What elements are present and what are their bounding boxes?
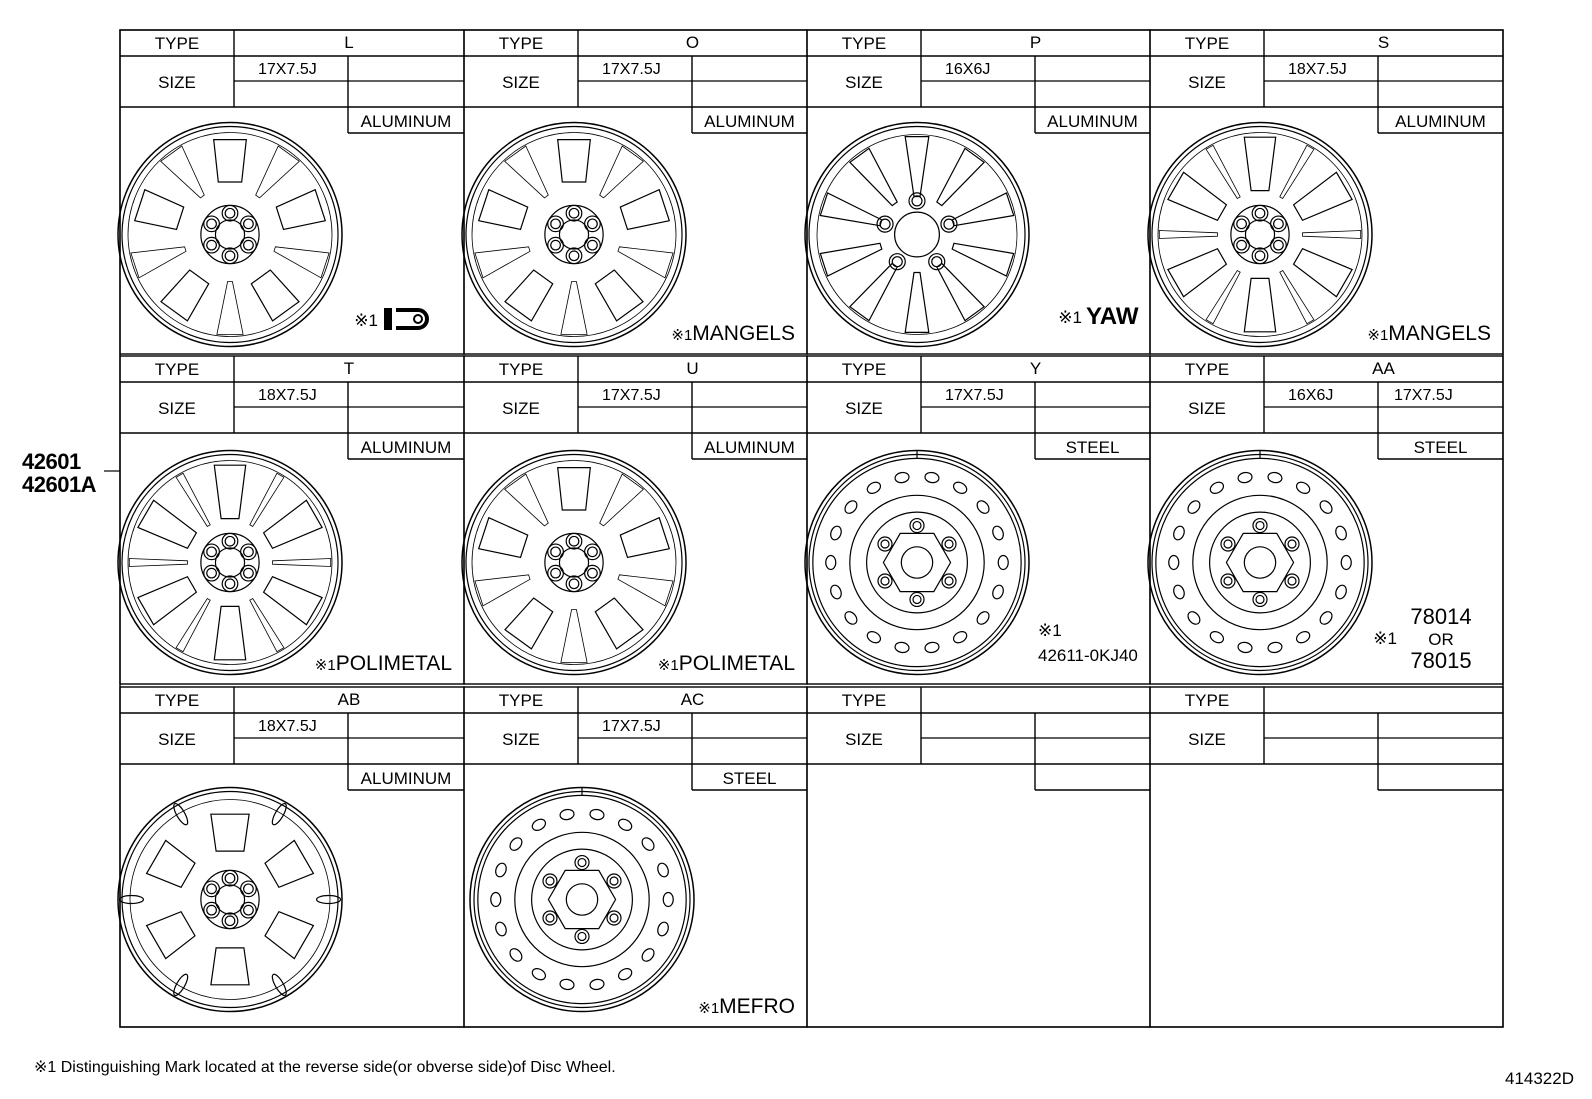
size-value-1: 17X7.5J bbox=[258, 61, 317, 78]
size-label: SIZE bbox=[502, 399, 540, 418]
size-value-1: 17X7.5J bbox=[602, 61, 661, 78]
size-value-1: 16X6J bbox=[1288, 387, 1334, 404]
footnote: ※1 Distinguishing Mark located at the reverse side(or obverse side)of Disc Wheel. bbox=[34, 1059, 616, 1076]
type-label: TYPE bbox=[154, 691, 200, 710]
mark-symbol: ※1 bbox=[314, 657, 336, 674]
size-value-1: 17X7.5J bbox=[602, 718, 661, 735]
type-label: TYPE bbox=[1184, 34, 1230, 53]
mark-text: 78014 bbox=[1410, 604, 1472, 629]
material-label: ALUMINUM bbox=[704, 112, 795, 131]
wheel-cell-4 bbox=[1150, 30, 1503, 354]
material-label: STEEL bbox=[1413, 438, 1468, 457]
wheel-cell-2 bbox=[464, 30, 807, 354]
type-label: TYPE bbox=[841, 360, 887, 379]
mark-symbol: ※1 bbox=[698, 1000, 720, 1017]
type-label: TYPE bbox=[841, 691, 887, 710]
mark-text: 42611-0KJ40 bbox=[1038, 646, 1138, 665]
size-value-1: 16X6J bbox=[945, 61, 991, 78]
size-value-2: 17X7.5J bbox=[1394, 387, 1453, 404]
mark-symbol: ※1 bbox=[1058, 308, 1082, 327]
wheel-drawing-l bbox=[118, 123, 342, 347]
mark-symbol: ※1 bbox=[1038, 621, 1062, 640]
wheel-cell-7 bbox=[807, 356, 1150, 684]
mark bbox=[698, 995, 795, 1018]
material-label: ALUMINUM bbox=[360, 438, 452, 457]
type-value: U bbox=[686, 359, 699, 378]
material-label: ALUMINUM bbox=[704, 438, 795, 457]
wheel-cell-12 bbox=[1150, 687, 1503, 1027]
mark-symbol: ※1 bbox=[657, 657, 679, 674]
type-value: T bbox=[343, 359, 355, 378]
size-value-1: 18X7.5J bbox=[258, 387, 317, 404]
type-label: TYPE bbox=[154, 360, 200, 379]
size-value-1: 17X7.5J bbox=[602, 387, 661, 404]
mark-symbol: ※1 bbox=[1373, 629, 1397, 648]
size-label: SIZE bbox=[1188, 73, 1226, 92]
mark bbox=[1367, 322, 1491, 345]
mark-or: OR bbox=[1428, 630, 1454, 649]
reference-code: 414322D bbox=[1504, 1069, 1574, 1088]
size-label: SIZE bbox=[158, 730, 196, 749]
kmc-logo-icon bbox=[384, 308, 427, 330]
type-label: TYPE bbox=[498, 691, 544, 710]
wheel-cell-3 bbox=[807, 30, 1150, 354]
size-label: SIZE bbox=[502, 73, 540, 92]
type-label: TYPE bbox=[1184, 360, 1230, 379]
type-value: P bbox=[1029, 33, 1042, 52]
material-label: ALUMINUM bbox=[1047, 112, 1138, 131]
size-label: SIZE bbox=[845, 730, 883, 749]
wheel-cell-5 bbox=[120, 356, 464, 684]
wheel-drawing-u bbox=[462, 451, 686, 675]
wheel-drawing-t bbox=[118, 451, 342, 675]
wheel-cell-11 bbox=[807, 687, 1150, 1027]
material-label: ALUMINUM bbox=[360, 112, 452, 131]
size-label: SIZE bbox=[158, 73, 196, 92]
wheel-drawing-o bbox=[462, 123, 686, 347]
type-label: TYPE bbox=[154, 34, 200, 53]
type-value: S bbox=[1377, 33, 1390, 52]
mark bbox=[658, 652, 795, 675]
mark-symbol: ※1 bbox=[1367, 327, 1389, 344]
part-number-1: 42601 bbox=[22, 449, 81, 474]
mark-text: MEFRO bbox=[719, 995, 795, 1018]
size-value-1: 18X7.5J bbox=[1288, 61, 1347, 78]
material-label: STEEL bbox=[1065, 438, 1120, 457]
wheel-drawing-s bbox=[1148, 123, 1372, 347]
type-value: AA bbox=[1372, 359, 1395, 378]
wheel-drawing-ab bbox=[118, 788, 342, 1012]
material-label: ALUMINUM bbox=[1395, 112, 1486, 131]
wheel-cell-10 bbox=[464, 687, 807, 1027]
mark-symbol: ※1 bbox=[671, 327, 693, 344]
type-value: AC bbox=[680, 690, 705, 709]
type-label: TYPE bbox=[841, 34, 887, 53]
size-value-1: 17X7.5J bbox=[945, 387, 1004, 404]
wheel-drawing-aa bbox=[1148, 451, 1372, 675]
size-label: SIZE bbox=[1188, 730, 1226, 749]
type-value: O bbox=[685, 33, 700, 52]
wheel-drawing-y bbox=[805, 451, 1029, 675]
size-label: SIZE bbox=[845, 399, 883, 418]
wheel-drawing-p bbox=[805, 123, 1029, 347]
mark-text: POLIMETAL bbox=[335, 652, 452, 675]
type-value: AB bbox=[337, 690, 361, 709]
material-label: STEEL bbox=[722, 769, 777, 788]
type-value: Y bbox=[1029, 359, 1042, 378]
size-label: SIZE bbox=[845, 73, 883, 92]
type-label: TYPE bbox=[498, 34, 544, 53]
mark-text: MANGELS bbox=[1388, 322, 1491, 345]
mark-text: MANGELS bbox=[692, 322, 795, 345]
mark bbox=[671, 322, 795, 345]
size-label: SIZE bbox=[158, 399, 196, 418]
mark-text-2: 78015 bbox=[1410, 648, 1472, 673]
type-label: TYPE bbox=[498, 360, 544, 379]
mark-text: YAW bbox=[1086, 303, 1139, 330]
type-value: L bbox=[344, 33, 354, 52]
wheel-cell-9 bbox=[120, 687, 464, 1027]
type-label: TYPE bbox=[1184, 691, 1230, 710]
part-number-2: 42601A bbox=[22, 472, 97, 497]
material-label: ALUMINUM bbox=[360, 769, 452, 788]
mark-text: POLIMETAL bbox=[678, 652, 795, 675]
wheel-cell-1 bbox=[120, 30, 464, 354]
size-label: SIZE bbox=[1188, 399, 1226, 418]
mark bbox=[315, 652, 452, 675]
size-value-1: 18X7.5J bbox=[258, 718, 317, 735]
mark-symbol: ※1 bbox=[354, 311, 378, 330]
wheel-cell-8 bbox=[1150, 356, 1503, 684]
wheel-drawing-ac bbox=[470, 788, 694, 1012]
size-label: SIZE bbox=[502, 730, 540, 749]
